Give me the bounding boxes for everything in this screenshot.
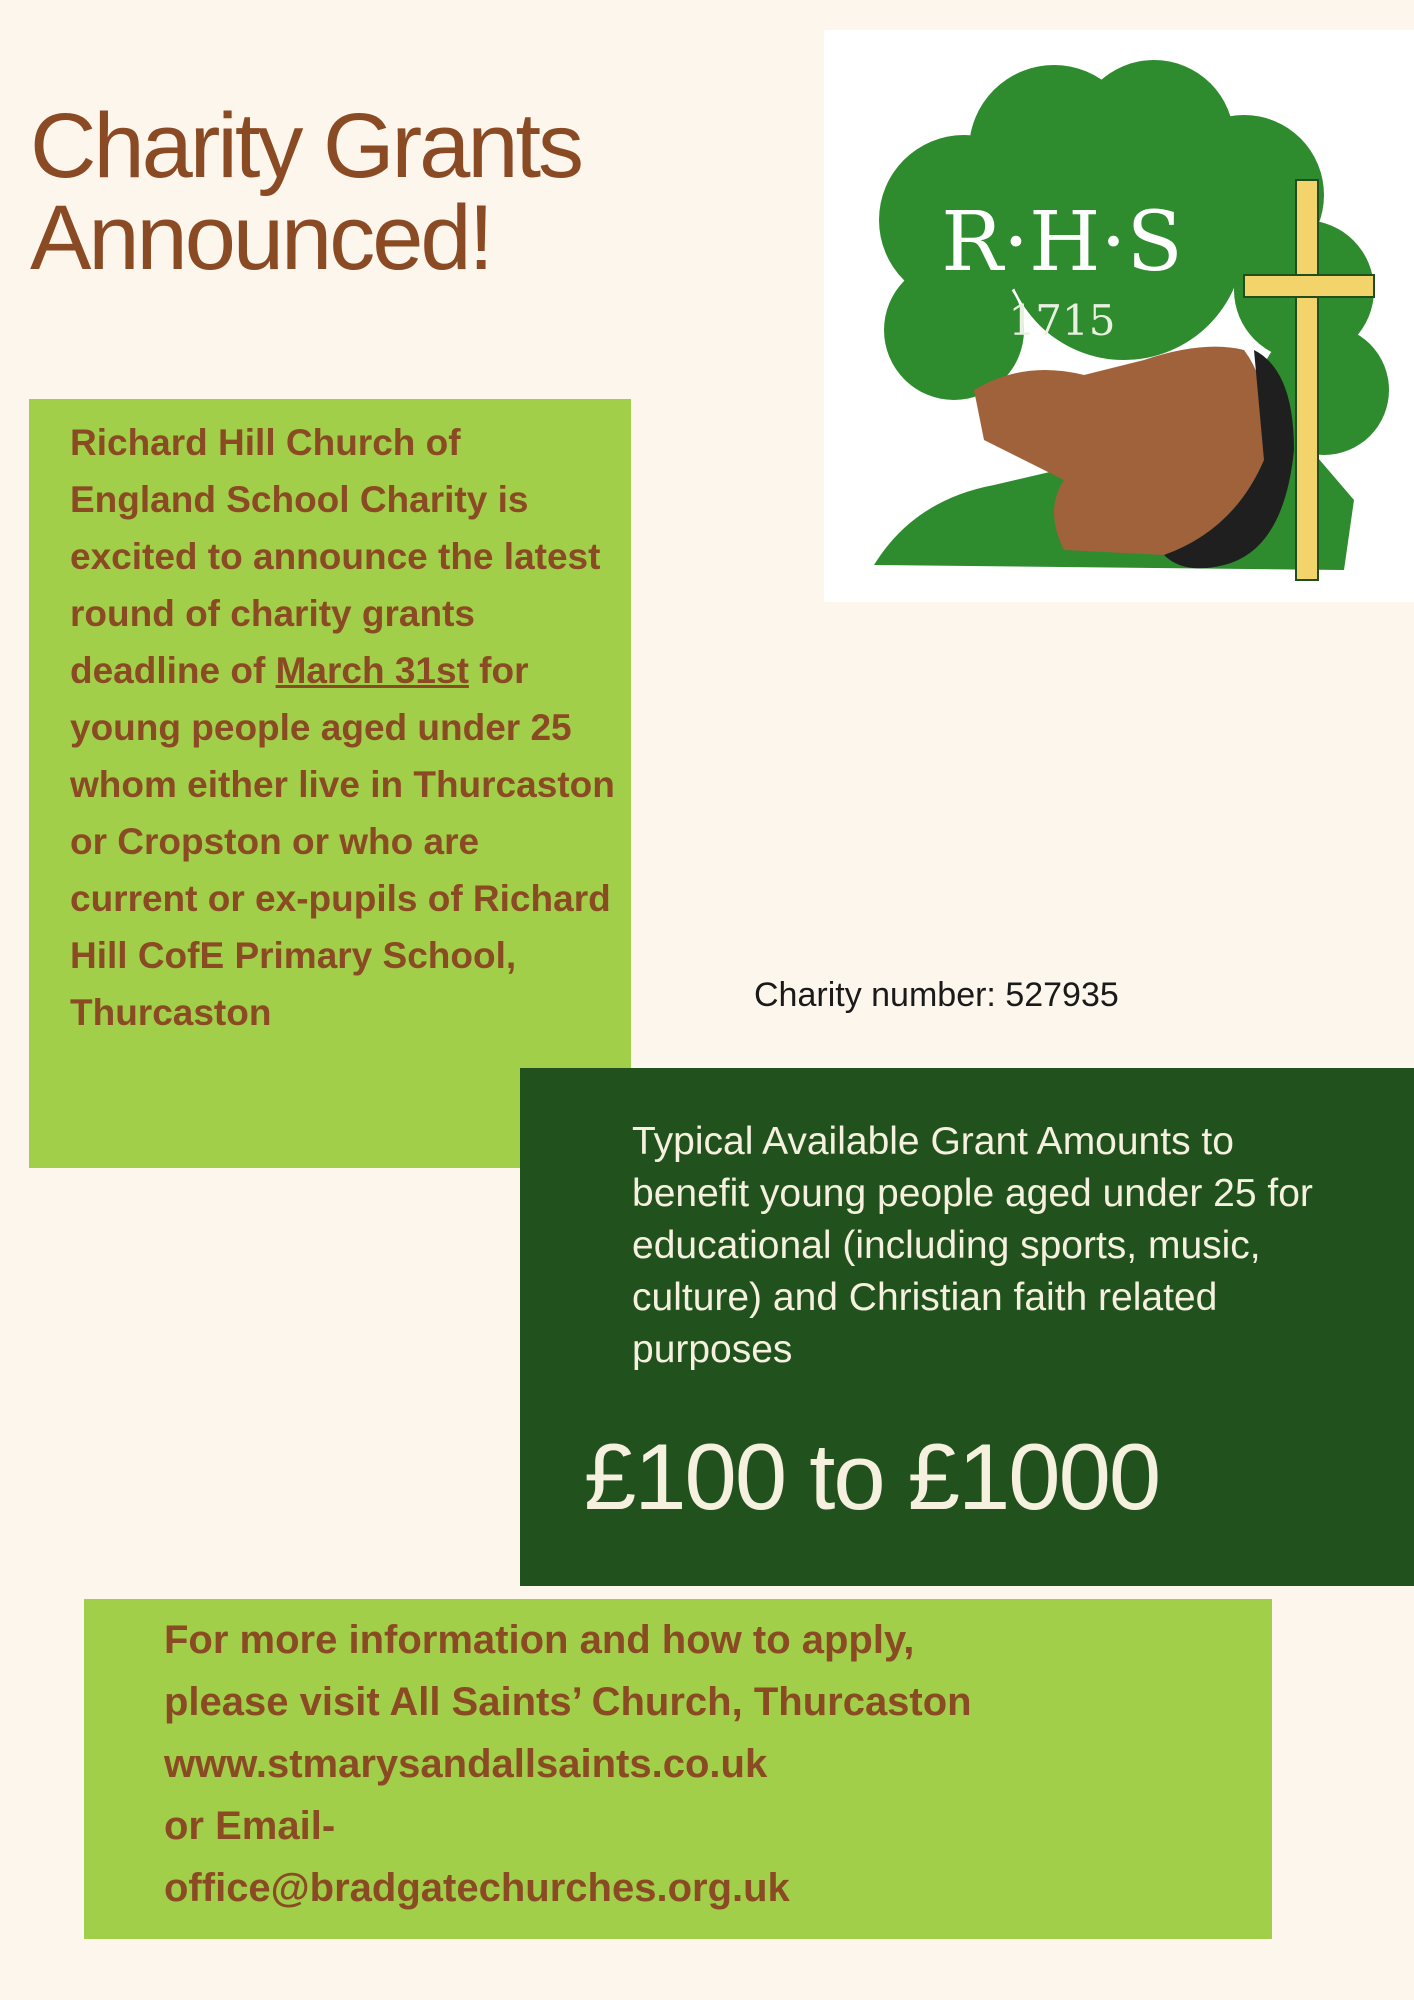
website-link[interactable]: www.stmarysandallsaints.co.uk (164, 1742, 768, 1786)
page-title (30, 94, 582, 289)
school-logo (824, 30, 1414, 602)
contact-line-1: For more information and how to apply, (164, 1618, 915, 1662)
email-link[interactable]: office@bradgatechurches.org.uk (164, 1866, 790, 1910)
contact-line-2: please visit All Saints’ Church, Thurcaston (164, 1680, 972, 1724)
logo-year: 1715 (1008, 296, 1116, 345)
tree-logo-icon (824, 30, 1414, 602)
intro-text-before: Richard Hill Church of England School Charity is excited to announce the latest round of charity grants deadline of (70, 422, 601, 691)
grant-amount: £100 to £1000 (584, 1424, 1160, 1529)
intro-text-after: for young people aged under 25 whom either live in Thurcaston or Cropston or who are current or ex-pupils of Richard Hill CofE Primary School, Thurcaston (70, 650, 615, 1033)
title-line-2: Announced! (30, 186, 492, 289)
intro-paragraph (70, 414, 615, 1041)
title-line-1: Charity Grants (30, 94, 582, 197)
contact-info (164, 1609, 972, 1919)
email-label: or Email- (164, 1804, 336, 1848)
charity-number: Charity number: 527935 (754, 976, 1119, 1014)
grant-description: Typical Available Grant Amounts to benefit young people aged under 25 for educational (including sports, music, culture) and Christian faith related purposes (632, 1120, 1313, 1371)
logo-initials: R·H·S (941, 195, 1183, 290)
deadline-date: March 31st (275, 650, 469, 691)
